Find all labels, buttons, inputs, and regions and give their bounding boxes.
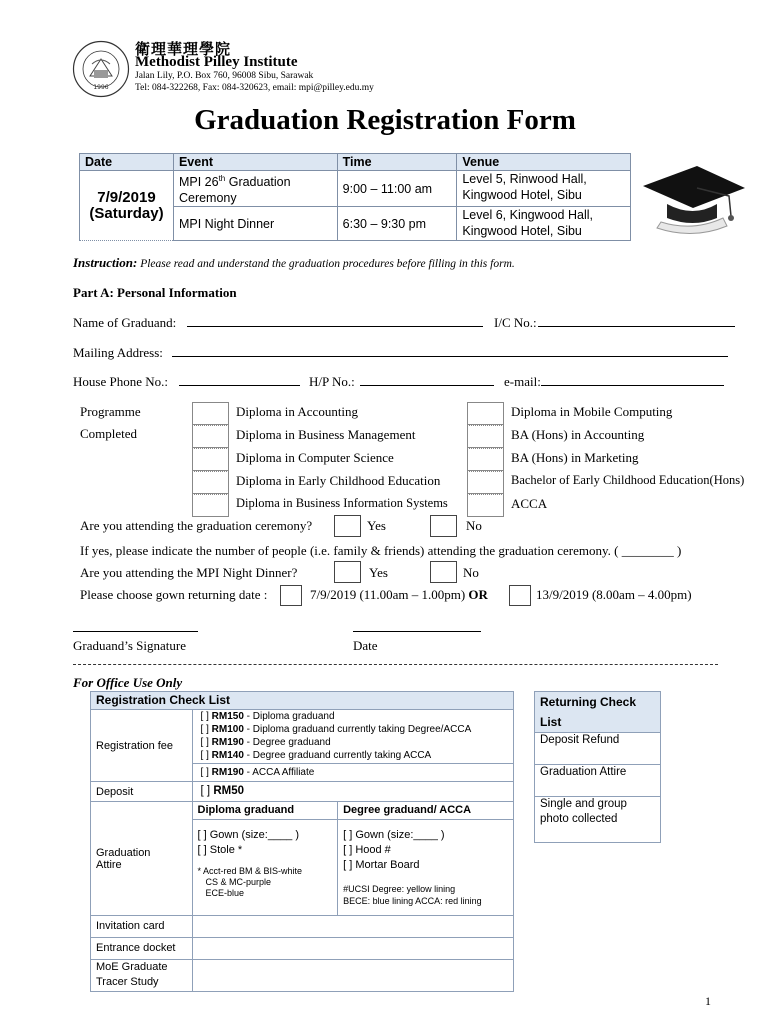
- header-date: Date: [80, 154, 174, 171]
- returning-check-list: [534, 691, 661, 843]
- name-field[interactable]: [187, 315, 483, 327]
- programme-checkbox[interactable]: [467, 425, 504, 448]
- institute-name: Methodist Pilley Institute: [135, 54, 298, 70]
- event-schedule-table: [79, 153, 631, 241]
- programme-option: Diploma in Accounting: [236, 404, 359, 419]
- programme-checkbox[interactable]: [467, 494, 504, 517]
- hp-field[interactable]: [360, 374, 494, 386]
- programme-checkbox[interactable]: [467, 448, 504, 471]
- gown-date2-label: 13/9/2019 (8.00am – 4.00pm): [536, 587, 692, 602]
- gown-date1-label: 7/9/2019 (11.00am – 1.00pm) OR: [310, 587, 488, 602]
- programme-option: Bachelor of Early Childhood Education(Hons): [511, 473, 745, 487]
- ceremony-no-checkbox[interactable]: [430, 515, 457, 537]
- cut-line: [73, 664, 718, 665]
- name-label: Name of Graduand:: [73, 315, 177, 330]
- event-ceremony-time: 9:00 – 11:00 am: [337, 171, 457, 207]
- people-question: If yes, please indicate the number of people (i.e. family & friends) attending the graduation ceremony. ( ________ ): [80, 543, 682, 558]
- gown-date2-checkbox[interactable]: [509, 585, 531, 606]
- gown-question: Please choose gown returning date :: [80, 587, 268, 602]
- mailing-label: Mailing Address:: [73, 345, 163, 360]
- office-use-title: For Office Use Only: [73, 675, 183, 690]
- event-date: 7/9/2019 (Saturday): [80, 171, 174, 241]
- hp-label: H/P No.:: [309, 374, 355, 389]
- svg-text:1996: 1996: [93, 84, 109, 91]
- ic-field[interactable]: [538, 315, 735, 327]
- dinner-no-label: No: [463, 565, 479, 580]
- programme-option: Diploma in Mobile Computing: [511, 404, 673, 419]
- event-dinner-venue: Level 6, Kingwood Hall, Kingwood Hotel, Sibu: [457, 207, 631, 241]
- degree-items: [ ] Gown (size:____ ) [ ] Hood # [ ] Mortar Board #UCSI Degree: yellow lining BECE: blue lining ACCA: red lining: [338, 820, 514, 916]
- ceremony-yes-checkbox[interactable]: [334, 515, 361, 537]
- email-field[interactable]: [541, 374, 724, 386]
- programme-option: Diploma in Business Information Systems: [236, 496, 448, 510]
- returning-deposit-refund: Deposit Refund: [535, 733, 661, 765]
- ceremony-no-label: No: [466, 518, 482, 533]
- programme-option: Diploma in Early Childhood Education: [236, 473, 441, 488]
- event-dinner-time: 6:30 – 9:30 pm: [337, 207, 457, 241]
- event-dinner: MPI Night Dinner: [173, 207, 337, 241]
- institute-address: Jalan Lily, P.O. Box 760, 96008 Sibu, Sarawak: [135, 71, 314, 81]
- attire-label: Graduation Attire: [91, 802, 193, 916]
- invitation-card-label: Invitation card: [91, 916, 193, 938]
- programme-checkbox[interactable]: [192, 425, 229, 448]
- gown-date1-checkbox[interactable]: [280, 585, 302, 606]
- fee-options: [ ] RM150 - Diploma graduand [ ] RM100 - Diploma graduand currently taking Degree/ACCA [ ] RM190 - Degree graduand [ ] RM140 - Degree graduand currently taking ACCA: [192, 710, 513, 764]
- fee-option-acca: [ ] RM190 - ACCA Affiliate: [192, 764, 513, 782]
- programme-option: BA (Hons) in Marketing: [511, 450, 639, 465]
- signature-line[interactable]: [73, 631, 198, 632]
- registration-fee-label: Registration fee: [91, 710, 193, 782]
- ic-label: I/C No.:: [494, 315, 537, 330]
- graduation-cap-icon: [637, 162, 749, 238]
- programme-checkbox[interactable]: [192, 494, 229, 517]
- mailing-field[interactable]: [172, 345, 728, 357]
- returning-title: Returning Check List: [535, 692, 661, 733]
- degree-head: Degree graduand/ ACCA: [338, 802, 514, 820]
- entrance-docket-label: Entrance docket: [91, 938, 193, 960]
- programme-option: Diploma in Computer Science: [236, 450, 394, 465]
- registration-check-list: [90, 691, 514, 992]
- header-event: Event: [173, 154, 337, 171]
- ceremony-yes-label: Yes: [367, 518, 386, 533]
- institute-seal: [72, 40, 130, 98]
- programme-option: BA (Hons) in Accounting: [511, 427, 645, 442]
- dinner-no-checkbox[interactable]: [430, 561, 457, 583]
- house-phone-label: House Phone No.:: [73, 374, 168, 389]
- diploma-items: [ ] Gown (size:____ ) [ ] Stole * * Acct-red BM & BIS-white CS & MC-purple ECE-blue: [192, 820, 338, 916]
- programme-checkbox[interactable]: [192, 402, 229, 425]
- institute-contact: Tel: 084-322268, Fax: 084-320623, email: mpi@pilley.edu.my: [135, 83, 374, 93]
- programme-checkbox[interactable]: [192, 448, 229, 471]
- tracer-study-cell[interactable]: [192, 960, 513, 992]
- programme-checkbox[interactable]: [467, 471, 504, 494]
- deposit-label: Deposit: [91, 782, 193, 802]
- programme-checkbox[interactable]: [467, 402, 504, 425]
- page-title: Graduation Registration Form: [194, 104, 576, 136]
- invitation-card-cell[interactable]: [192, 916, 513, 938]
- dinner-yes-checkbox[interactable]: [334, 561, 361, 583]
- page-number: 1: [705, 994, 711, 1008]
- header-venue: Venue: [457, 154, 631, 171]
- signature-label: Graduand’s Signature: [73, 638, 187, 653]
- date-line[interactable]: [353, 631, 481, 632]
- house-phone-field[interactable]: [179, 374, 300, 386]
- programme-option: Diploma in Business Management: [236, 427, 416, 442]
- programme-label: Programme: [80, 404, 141, 419]
- tracer-study-label: MoE Graduate Tracer Study: [91, 960, 193, 992]
- part-a-title: Part A: Personal Information: [73, 285, 237, 300]
- returning-photo-collected: Single and group photo collected: [535, 797, 661, 843]
- event-ceremony-venue: Level 5, Rinwood Hall, Kingwood Hotel, Sibu: [457, 171, 631, 207]
- header-time: Time: [337, 154, 457, 171]
- dinner-question: Are you attending the MPI Night Dinner?: [80, 565, 298, 580]
- event-ceremony: MPI 26th Graduation Ceremony: [173, 171, 337, 207]
- institute-chinese-name: 衛理華理學院: [135, 42, 232, 58]
- dinner-yes-label: Yes: [369, 565, 388, 580]
- programme-checkbox[interactable]: [192, 471, 229, 494]
- completed-label: Completed: [80, 426, 138, 441]
- returning-graduation-attire: Graduation Attire: [535, 765, 661, 797]
- programme-option: ACCA: [511, 496, 548, 511]
- diploma-head: Diploma graduand: [192, 802, 338, 820]
- deposit-value: [ ] RM50: [192, 782, 513, 802]
- date-label: Date: [353, 638, 378, 653]
- entrance-docket-cell[interactable]: [192, 938, 513, 960]
- instruction: Instruction: Please read and understand the graduation procedures before filling in this form.: [73, 255, 515, 270]
- email-label: e-mail:: [504, 374, 541, 389]
- ceremony-question: Are you attending the graduation ceremony?: [80, 518, 313, 533]
- check-list-title: Registration Check List: [91, 692, 514, 710]
